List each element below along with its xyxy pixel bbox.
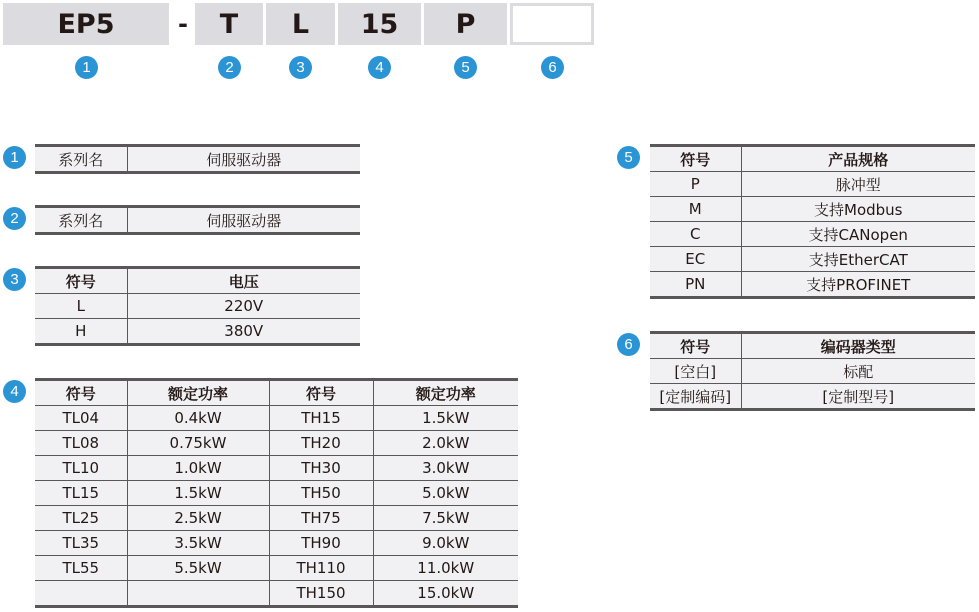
cell: TL35: [35, 531, 127, 556]
cell: TH90: [269, 531, 373, 556]
cell: 标配: [741, 359, 975, 384]
cell: TL25: [35, 506, 127, 531]
table-row: [650, 272, 975, 298]
header-symbol: 符号: [35, 380, 127, 406]
cell: 9.0kW: [373, 531, 518, 556]
voltage-table: [35, 266, 360, 346]
table-row: [35, 506, 518, 531]
cell: 380V: [127, 319, 360, 345]
cell: 2.0kW: [373, 431, 518, 456]
header-symbol: 符号: [269, 380, 373, 406]
cell: PN: [685, 275, 706, 293]
table-row: [650, 359, 975, 384]
cell: TH75: [269, 506, 373, 531]
cell: TL04: [35, 406, 127, 431]
cell: P: [650, 172, 741, 197]
header-symbol: 符号: [35, 268, 127, 294]
table-row: [35, 581, 518, 607]
cell: [定制型号]: [741, 384, 975, 410]
table-row: [650, 222, 975, 247]
cell: M: [650, 197, 741, 222]
table-row: [35, 531, 518, 556]
spec-table: [650, 144, 975, 299]
cell: 支持Modbus: [741, 197, 975, 222]
code-segment-voltage: L: [266, 3, 335, 45]
series-value: 伺服驱动器: [127, 146, 360, 173]
cell: 15.0kW: [373, 581, 518, 607]
badge-5-icon: 5: [454, 56, 477, 79]
cell: 7.5kW: [373, 506, 518, 531]
cell: TL15: [35, 481, 127, 506]
table-row: [650, 247, 975, 272]
code-segment-series: EP5: [3, 3, 169, 45]
cell: [空白]: [650, 359, 741, 384]
cell: 5.5kW: [127, 556, 269, 581]
cell: 支持PROFINET: [741, 272, 975, 298]
code-segment-type: T: [195, 3, 263, 45]
cell: 11.0kW: [373, 556, 518, 581]
cell: TL08: [35, 431, 127, 456]
cell: TH15: [269, 406, 373, 431]
cell: 5.0kW: [373, 481, 518, 506]
table-row: [35, 319, 360, 345]
table-row: [650, 384, 975, 410]
cell: 1.5kW: [127, 481, 269, 506]
code-segment-power: 15: [338, 3, 421, 45]
badge-4-icon: 4: [368, 56, 391, 79]
badge-1-icon: 1: [3, 146, 26, 169]
type-value: 伺服驱动器: [127, 207, 360, 234]
cell: EC: [650, 247, 741, 272]
cell: 脉冲型: [741, 172, 975, 197]
cell: [35, 581, 127, 607]
series-table: [35, 144, 360, 174]
cell: TH150: [269, 581, 373, 607]
cell: 0.75kW: [127, 431, 269, 456]
badge-3-icon: 3: [289, 56, 312, 79]
cell: 3.0kW: [373, 456, 518, 481]
type-table: [35, 205, 360, 235]
cell: 1.5kW: [373, 406, 518, 431]
table-row: [35, 406, 518, 431]
header-encoder-type: 编码器类型: [741, 333, 975, 359]
cell: 支持CANopen: [741, 222, 975, 247]
header-symbol: 符号: [650, 146, 741, 172]
cell: TL10: [35, 456, 127, 481]
cell: H: [75, 322, 87, 340]
cell: 2.5kW: [127, 506, 269, 531]
table-row: [650, 172, 975, 197]
cell: [定制编码]: [659, 387, 732, 406]
header-rated-power: 额定功率: [373, 380, 518, 406]
type-label: 系列名: [58, 211, 104, 230]
cell: 220V: [127, 294, 360, 319]
cell: TH30: [269, 456, 373, 481]
code-segment-encoder: [510, 3, 594, 45]
cell: 1.0kW: [127, 456, 269, 481]
cell: TH50: [269, 481, 373, 506]
cell: TH20: [269, 431, 373, 456]
table-row: [35, 556, 518, 581]
cell: 3.5kW: [127, 531, 269, 556]
cell: 0.4kW: [127, 406, 269, 431]
badge-1-icon: 1: [75, 56, 98, 79]
badge-2-icon: 2: [3, 207, 26, 230]
header-rated-power: 额定功率: [127, 380, 269, 406]
code-segment-spec: P: [424, 3, 507, 45]
cell: L: [35, 294, 127, 319]
badge-3-icon: 3: [3, 268, 26, 291]
badge-2-icon: 2: [218, 56, 241, 79]
encoder-table: [650, 331, 975, 411]
cell: C: [650, 222, 741, 247]
code-separator: -: [178, 10, 188, 38]
cell: 支持EtherCAT: [741, 247, 975, 272]
table-row: [650, 197, 975, 222]
badge-6-icon: 6: [541, 56, 564, 79]
table-row: [35, 431, 518, 456]
header-voltage: 电压: [127, 268, 360, 294]
table-row: [35, 456, 518, 481]
power-table: [35, 378, 518, 608]
cell: [127, 581, 269, 607]
table-row: [35, 294, 360, 319]
header-product-spec: 产品规格: [741, 146, 975, 172]
badge-5-icon: 5: [617, 146, 640, 169]
badge-4-icon: 4: [3, 380, 26, 403]
header-symbol: 符号: [650, 333, 741, 359]
series-label: 系列名: [58, 150, 104, 169]
cell: TL55: [35, 556, 127, 581]
table-row: [35, 481, 518, 506]
cell: TH110: [269, 556, 373, 581]
badge-6-icon: 6: [617, 333, 640, 356]
